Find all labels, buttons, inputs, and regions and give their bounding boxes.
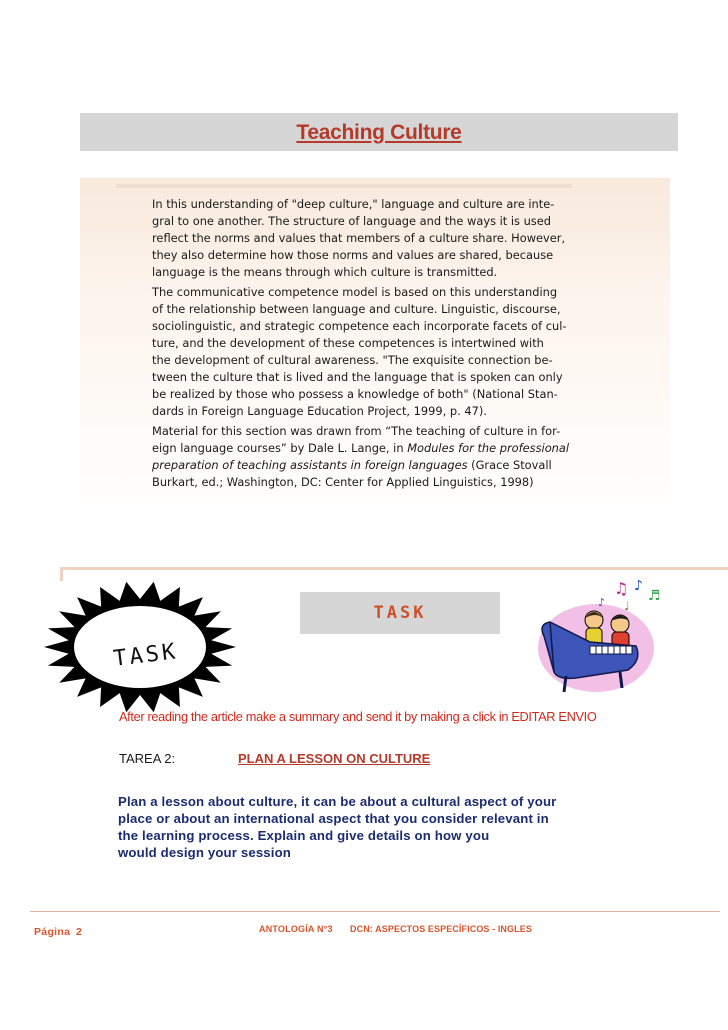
svg-text:♬: ♬ xyxy=(648,588,661,604)
task-instruction: After reading the article make a summary and send it by making a click in EDITAR ENVIO xyxy=(119,709,597,724)
article-paragraph-1 xyxy=(152,196,592,281)
article-line: reflect the norms and values that members of a culture share. However, xyxy=(152,231,566,245)
lesson-line: Plan a lesson about culture, it can be about a cultural aspect of your xyxy=(118,794,557,809)
article-line: they also determine how those norms and values are shared, because xyxy=(152,248,554,262)
section-divider xyxy=(60,567,728,570)
footer-rule xyxy=(30,911,720,912)
footer-subject: DCN: ASPECTOS ESPECÍFICOS - INGLES xyxy=(350,924,532,934)
task-starburst-seal-icon xyxy=(40,575,240,715)
article-line: the development of cultural awareness. "The exquisite connection be- xyxy=(152,353,553,367)
task-banner-label: TASK xyxy=(373,603,427,623)
children-playing-piano-clipart xyxy=(536,576,666,700)
article-line: ture, and the development of these competences is intertwined with xyxy=(152,336,544,350)
page-title: Teaching Culture xyxy=(296,121,462,144)
svg-text:♩: ♩ xyxy=(624,599,630,613)
lesson-line: place or about an international aspect that you consider relevant in xyxy=(118,811,549,826)
article-line: Burkart, ed.; Washington, DC: Center for Applied Linguistics, 1998) xyxy=(152,475,534,489)
svg-text:♪: ♪ xyxy=(598,596,606,609)
lesson-line: would design your session xyxy=(118,845,292,860)
article-line: In this understanding of "deep culture," language and culture are inte- xyxy=(152,197,555,211)
article-line: gral to one another. The structure of language and the ways it is used xyxy=(152,214,551,228)
article-line: of the relationship between language and culture. Linguistic, discourse, xyxy=(152,302,561,316)
tarea-title: PLAN A LESSON ON CULTURE xyxy=(238,751,431,766)
tarea-label: TAREA 2: xyxy=(119,751,176,766)
footer-anthology: ANTOLOGÍA N°3 xyxy=(259,924,333,934)
svg-text:♪: ♪ xyxy=(634,578,643,594)
article-line: Material for this section was drawn from “The teaching of culture in for- xyxy=(152,424,561,438)
article-line-text: eign language courses” by Dale L. Lange, in xyxy=(152,441,408,455)
article-line: tween the culture that is lived and the language that is spoken can only xyxy=(152,370,563,384)
article-line xyxy=(152,457,592,474)
article-paragraph-2 xyxy=(152,284,592,420)
article-line: be realized by those who possess a knowledge of both" (National Stan- xyxy=(152,387,558,401)
article-line: language is the means through which culture is transmitted. xyxy=(152,265,498,279)
lesson-line: the learning process. Explain and give details on how you xyxy=(118,828,490,843)
footer-page-number: 2 xyxy=(76,926,82,938)
article-citation-title: preparation of teaching assistants in foreign languages xyxy=(152,458,468,472)
article-line: dards in Foreign Language Education Project, 1999, p. 47). xyxy=(152,404,487,418)
article-body xyxy=(152,196,592,494)
svg-text:♫: ♫ xyxy=(614,579,629,598)
lesson-description xyxy=(118,793,618,861)
article-citation-title: Modules for the professional xyxy=(407,441,570,455)
footer-page-label: Página xyxy=(34,926,71,938)
article-line-text: (Grace Stovall xyxy=(467,458,552,472)
seal-label: TASK xyxy=(112,639,180,672)
article-top-rule xyxy=(116,184,572,188)
article-line: The communicative competence model is based on this understanding xyxy=(152,285,558,299)
article-paragraph-3 xyxy=(152,423,592,491)
article-line: sociolinguistic, and strategic competence each incorporate facets of cul- xyxy=(152,319,567,333)
article-line xyxy=(152,440,592,457)
